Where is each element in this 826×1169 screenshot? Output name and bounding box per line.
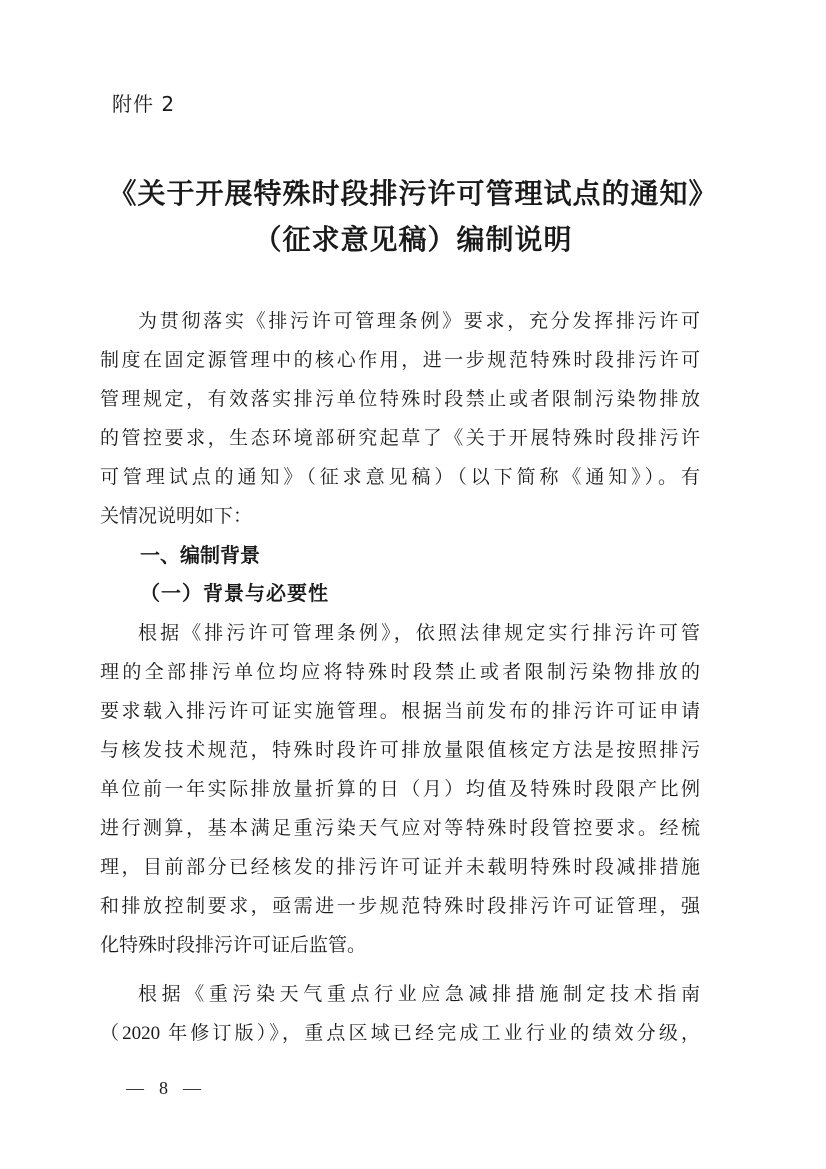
title-line-2: （征求意见稿）编制说明: [253, 225, 573, 256]
text-line: 的管控要求，生态环境部研究起草了《关于开展特殊时段排污许: [100, 428, 700, 449]
paragraph-background: [100, 614, 700, 965]
text-line: 可管理试点的通知》（征求意见稿）（以下简称《通知》）。有: [100, 467, 700, 488]
text-line: 与核发技术规范，特殊时段许可排放量限值核定方法是按照排污: [100, 740, 700, 761]
text-line: 根据《排污许可管理条例》，依照法律规定实行排污许可管: [138, 623, 700, 644]
text-line: 理，目前部分已经核发的排污许可证并未载明特殊时段减排措施: [100, 857, 700, 878]
subsection-heading-1: （一）背景与必要性: [140, 583, 329, 605]
text-line: 要求载入排污许可证实施管理。根据当前发布的排污许可证申请: [100, 701, 700, 722]
text-line: 和排放控制要求，亟需进一步规范特殊时段排污许可证管理，强: [100, 896, 700, 917]
page-footer: [126, 1076, 201, 1100]
text-line: 为贯彻落实《排污许可管理条例》要求，充分发挥排污许可: [138, 311, 700, 332]
text-line: 化特殊时段排污许可证后监管。: [100, 935, 367, 956]
text-line: 关情况说明如下：: [100, 506, 253, 527]
title-line-1: 《关于开展特殊时段排污许可管理试点的通知》: [108, 179, 718, 210]
page-number: 8: [159, 1078, 168, 1098]
footer-dash-left: —: [126, 1078, 144, 1098]
document-body: [100, 302, 700, 1053]
paragraph-intro: [100, 302, 700, 536]
footer-dash-right: —: [183, 1078, 201, 1098]
document-title: [0, 172, 826, 264]
section-heading-1: 一、编制背景: [140, 543, 260, 567]
text-line: 单位前一年实际排放量折算的日（月）均值及特殊时段限产比例: [100, 779, 700, 800]
text-line: 进行测算，基本满足重污染天气应对等特殊时段管控要求。经梳: [100, 818, 700, 839]
text-line: 管理规定，有效落实排污单位特殊时段禁止或者限制污染物排放: [100, 389, 700, 410]
attachment-label: 附件 2: [112, 92, 176, 116]
text-line: 制度在固定源管理中的核心作用，进一步规范特殊时段排污许可: [100, 350, 700, 371]
text-line: 根据《重污染天气重点行业应急减排措施制定技术指南: [138, 984, 700, 1005]
text-line: （2020 年修订版）》，重点区域已经完成工业行业的绩效分级，: [100, 1023, 700, 1044]
text-line: 理的全部排污单位均应将特殊时段禁止或者限制污染物排放的: [100, 662, 700, 683]
paragraph-guideline: [100, 975, 700, 1053]
